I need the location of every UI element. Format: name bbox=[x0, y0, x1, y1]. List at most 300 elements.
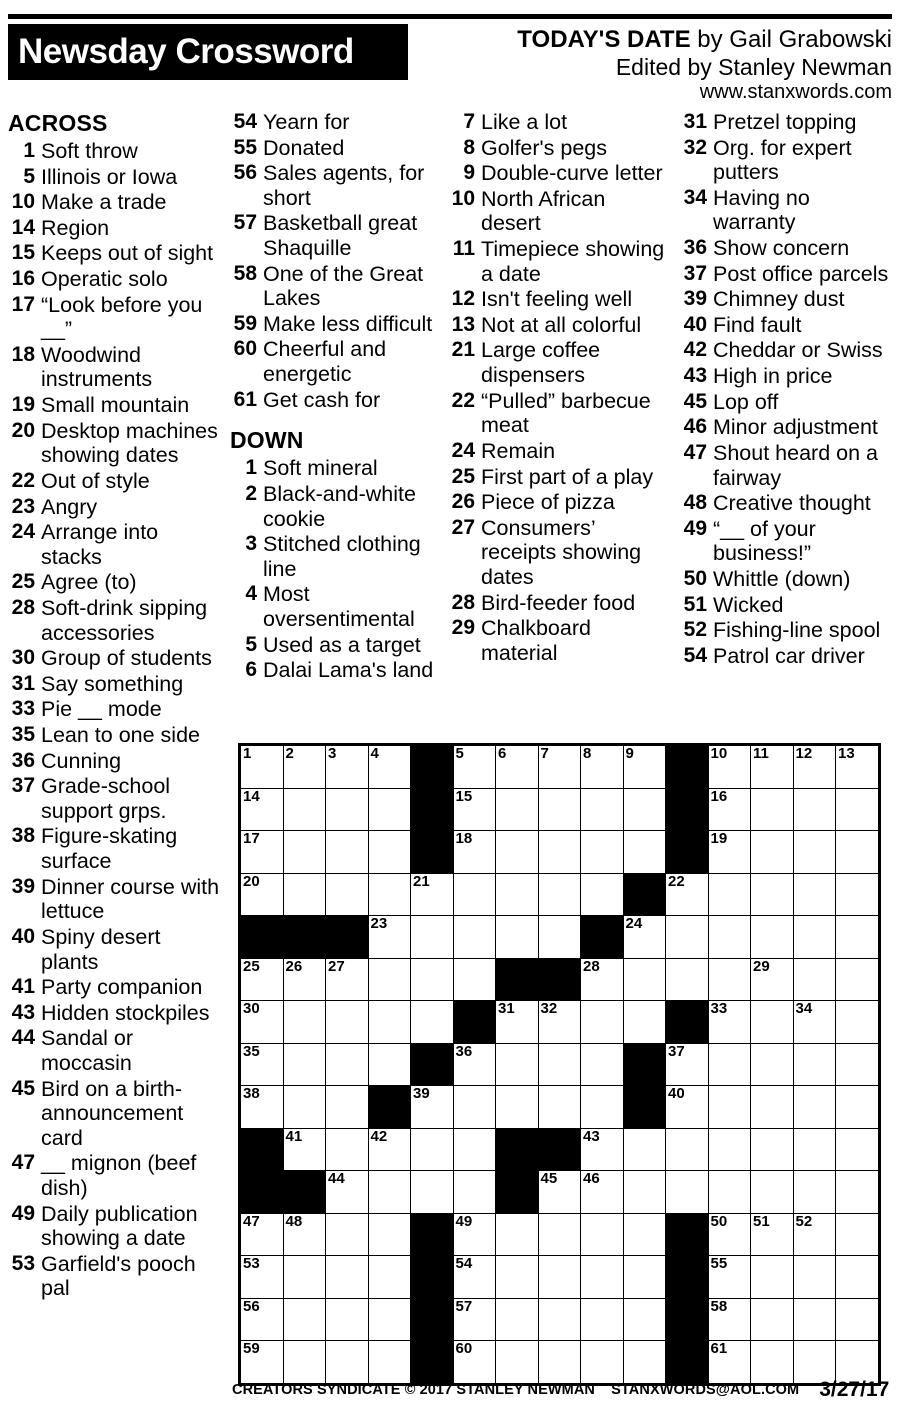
grid-cell[interactable] bbox=[751, 1043, 794, 1086]
grid-cell[interactable] bbox=[538, 873, 581, 916]
grid-cell[interactable] bbox=[453, 745, 496, 789]
clue-number: 27 bbox=[451, 515, 475, 539]
crossword-grid[interactable] bbox=[238, 743, 881, 1386]
grid-cell[interactable] bbox=[453, 788, 496, 831]
clue-item bbox=[8, 216, 223, 241]
clue-text: Wicked bbox=[713, 592, 784, 617]
grid-cell[interactable] bbox=[240, 1001, 284, 1044]
grid-cell[interactable] bbox=[453, 831, 496, 874]
grid-cell-number: 31 bbox=[498, 1000, 515, 1017]
grid-cell[interactable] bbox=[283, 788, 326, 831]
grid-cell[interactable] bbox=[240, 958, 284, 1001]
grid-cell[interactable] bbox=[793, 1171, 836, 1214]
grid-cell[interactable] bbox=[708, 1086, 751, 1129]
grid-cell[interactable] bbox=[326, 1001, 369, 1044]
grid-cell[interactable] bbox=[581, 1213, 624, 1256]
grid-cell[interactable] bbox=[283, 1086, 326, 1129]
grid-cell[interactable] bbox=[581, 831, 624, 874]
clue-item bbox=[680, 287, 894, 312]
grid-cell[interactable] bbox=[411, 916, 454, 959]
grid-cell[interactable] bbox=[283, 831, 326, 874]
clue-item bbox=[448, 161, 666, 186]
grid-block bbox=[240, 1128, 284, 1171]
clue-text: Desktop machines showing dates bbox=[41, 418, 218, 468]
grid-cell[interactable] bbox=[283, 1001, 326, 1044]
grid-cell-number: 5 bbox=[455, 745, 464, 762]
clue-number: 36 bbox=[683, 236, 707, 260]
grid-cell[interactable] bbox=[496, 873, 539, 916]
grid-cell[interactable] bbox=[453, 1128, 496, 1171]
grid-cell[interactable] bbox=[666, 873, 709, 916]
grid-cell[interactable] bbox=[793, 1043, 836, 1086]
grid-cell[interactable] bbox=[751, 1256, 794, 1299]
grid-cell[interactable] bbox=[453, 1213, 496, 1256]
clue-item bbox=[680, 262, 894, 287]
grid-cell-number: 58 bbox=[710, 1297, 728, 1315]
grid-cell[interactable] bbox=[708, 1256, 751, 1299]
grid-cell[interactable] bbox=[623, 916, 666, 959]
grid-cell[interactable] bbox=[283, 1256, 326, 1299]
grid-cell[interactable] bbox=[751, 745, 794, 789]
clue-text: Hidden stockpiles bbox=[41, 1000, 210, 1025]
grid-cell[interactable] bbox=[793, 1213, 836, 1256]
clue-text: Isn't feeling well bbox=[481, 287, 633, 312]
grid-cell[interactable] bbox=[708, 1213, 751, 1256]
grid-cell[interactable] bbox=[708, 1171, 751, 1214]
clue-item bbox=[8, 774, 223, 823]
grid-cell-number: 38 bbox=[243, 1085, 260, 1102]
grid-cell[interactable] bbox=[623, 1256, 666, 1299]
clue-number: 50 bbox=[683, 566, 707, 590]
puzzle-title-line bbox=[420, 26, 892, 54]
grid-cell[interactable] bbox=[411, 958, 454, 1001]
grid-cell[interactable] bbox=[283, 1298, 326, 1341]
clue-number: 28 bbox=[11, 595, 35, 619]
grid-cell[interactable] bbox=[836, 831, 880, 874]
grid-cell-number: 50 bbox=[710, 1212, 728, 1230]
grid-cell[interactable] bbox=[326, 788, 369, 831]
grid-cell[interactable] bbox=[411, 1128, 454, 1171]
grid-cell[interactable] bbox=[751, 1213, 794, 1256]
grid-block bbox=[623, 873, 666, 916]
clue-text: Chimney dust bbox=[713, 287, 845, 312]
grid-cell[interactable] bbox=[240, 1043, 284, 1086]
clue-number: 5 bbox=[245, 632, 257, 656]
grid-cell[interactable] bbox=[283, 873, 326, 916]
grid-cell[interactable] bbox=[453, 1256, 496, 1299]
grid-cell[interactable] bbox=[368, 1171, 411, 1214]
grid-cell[interactable] bbox=[581, 1043, 624, 1086]
grid-cell[interactable] bbox=[283, 958, 326, 1001]
grid-cell[interactable] bbox=[496, 1001, 539, 1044]
grid-cell-number: 47 bbox=[243, 1212, 260, 1230]
grid-cell-number: 7 bbox=[540, 745, 549, 762]
grid-cell[interactable] bbox=[623, 1128, 666, 1171]
grid-cell[interactable] bbox=[326, 1128, 369, 1171]
grid-cell[interactable] bbox=[240, 873, 284, 916]
clue-item bbox=[8, 495, 223, 520]
clue-item bbox=[448, 338, 666, 387]
clue-number: 41 bbox=[11, 975, 35, 999]
grid-cell[interactable] bbox=[708, 745, 751, 789]
grid-cell[interactable] bbox=[666, 916, 709, 959]
grid-cell[interactable] bbox=[326, 958, 369, 1001]
grid-cell[interactable] bbox=[836, 958, 880, 1001]
grid-cell[interactable] bbox=[708, 1298, 751, 1341]
grid-cell-number: 32 bbox=[540, 1000, 558, 1017]
grid-cell[interactable] bbox=[836, 873, 880, 916]
grid-cell[interactable] bbox=[793, 873, 836, 916]
grid-cell[interactable] bbox=[368, 873, 411, 916]
grid-cell[interactable] bbox=[368, 788, 411, 831]
clue-number: 26 bbox=[451, 490, 475, 514]
clue-text: Chalkboard material bbox=[481, 616, 591, 665]
clue-number: 14 bbox=[11, 215, 35, 239]
puzzle-title: TODAY'S DATE bbox=[517, 26, 691, 53]
grid-cell[interactable] bbox=[326, 831, 369, 874]
grid-cell[interactable] bbox=[283, 1043, 326, 1086]
clue-text: Find fault bbox=[713, 312, 802, 337]
grid-cell[interactable] bbox=[708, 958, 751, 1001]
grid-cell-number: 51 bbox=[753, 1212, 770, 1230]
clue-text: Whittle (down) bbox=[713, 566, 851, 591]
clue-item bbox=[8, 749, 223, 774]
clue-number: 25 bbox=[11, 570, 35, 594]
clue-text: __ mignon (beef dish) bbox=[41, 1151, 197, 1200]
grid-cell[interactable] bbox=[368, 1298, 411, 1341]
grid-cell[interactable] bbox=[538, 916, 581, 959]
grid-cell[interactable] bbox=[751, 1171, 794, 1214]
grid-cell[interactable] bbox=[793, 745, 836, 789]
grid-cell[interactable] bbox=[411, 1171, 454, 1214]
clue-number: 58 bbox=[233, 261, 257, 285]
grid-cell[interactable] bbox=[453, 916, 496, 959]
grid-cell[interactable] bbox=[581, 1256, 624, 1299]
clue-number: 43 bbox=[11, 1000, 35, 1024]
grid-cell[interactable] bbox=[751, 831, 794, 874]
grid-cell-number: 39 bbox=[413, 1085, 430, 1102]
grid-cell-number: 22 bbox=[668, 872, 685, 890]
grid-cell[interactable] bbox=[751, 1086, 794, 1129]
clue-item bbox=[230, 532, 435, 581]
clue-number: 53 bbox=[11, 1251, 35, 1275]
grid-cell[interactable] bbox=[581, 1171, 624, 1214]
clue-text: Say something bbox=[41, 671, 184, 696]
grid-row bbox=[240, 1001, 880, 1044]
grid-cell[interactable] bbox=[751, 1128, 794, 1171]
grid-cell-number: 37 bbox=[668, 1042, 685, 1060]
grid-cell[interactable] bbox=[368, 1128, 411, 1171]
grid-cell-number: 44 bbox=[328, 1170, 345, 1187]
grid-cell[interactable] bbox=[240, 1213, 284, 1256]
grid-cell[interactable] bbox=[326, 1043, 369, 1086]
grid-cell[interactable] bbox=[240, 1298, 284, 1341]
clue-item bbox=[8, 1202, 223, 1251]
grid-cell[interactable] bbox=[836, 745, 880, 789]
grid-cell[interactable] bbox=[708, 831, 751, 874]
grid-cell[interactable] bbox=[581, 1001, 624, 1044]
grid-cell[interactable] bbox=[538, 1086, 581, 1129]
grid-cell[interactable] bbox=[623, 788, 666, 831]
grid-cell[interactable] bbox=[623, 1298, 666, 1341]
grid-cell[interactable] bbox=[751, 1001, 794, 1044]
clue-text: Piece of pizza bbox=[481, 490, 615, 515]
clue-text: Arrange into stacks bbox=[41, 520, 159, 569]
clue-text: Sandal or moccasin bbox=[41, 1026, 134, 1075]
clue-number: 4 bbox=[245, 582, 257, 606]
grid-cell[interactable] bbox=[411, 873, 454, 916]
clue-text: Not at all colorful bbox=[481, 312, 642, 337]
grid-cell[interactable] bbox=[538, 788, 581, 831]
grid-cell[interactable] bbox=[496, 1086, 539, 1129]
grid-cell[interactable] bbox=[793, 1256, 836, 1299]
grid-cell[interactable] bbox=[581, 873, 624, 916]
grid-cell[interactable] bbox=[666, 1043, 709, 1086]
grid-cell[interactable] bbox=[368, 916, 411, 959]
grid-cell[interactable] bbox=[496, 788, 539, 831]
grid-cell[interactable] bbox=[836, 1001, 880, 1044]
grid-row bbox=[240, 1086, 880, 1129]
grid-block bbox=[411, 1213, 454, 1256]
clue-number: 6 bbox=[245, 658, 257, 682]
grid-cell[interactable] bbox=[368, 1256, 411, 1299]
grid-block bbox=[666, 1213, 709, 1256]
grid-cell[interactable] bbox=[453, 1086, 496, 1129]
grid-cell[interactable] bbox=[283, 745, 326, 789]
grid-cell[interactable] bbox=[581, 958, 624, 1001]
grid-cell[interactable] bbox=[453, 873, 496, 916]
grid-cell[interactable] bbox=[793, 1001, 836, 1044]
grid-cell[interactable] bbox=[453, 1298, 496, 1341]
grid-block bbox=[368, 1086, 411, 1129]
grid-cell[interactable] bbox=[453, 1043, 496, 1086]
clue-item bbox=[448, 287, 666, 312]
grid-cell[interactable] bbox=[453, 1171, 496, 1214]
grid-cell[interactable] bbox=[368, 1001, 411, 1044]
grid-cell[interactable] bbox=[836, 1256, 880, 1299]
grid-cell[interactable] bbox=[666, 1086, 709, 1129]
clue-text: Figure-skating surface bbox=[41, 824, 178, 874]
grid-cell[interactable] bbox=[368, 745, 411, 789]
clue-number: 37 bbox=[683, 261, 707, 285]
grid-cell[interactable] bbox=[836, 1086, 880, 1129]
grid-cell[interactable] bbox=[836, 788, 880, 831]
grid-cell[interactable] bbox=[751, 1298, 794, 1341]
grid-cell-number: 18 bbox=[455, 830, 473, 847]
clue-item bbox=[680, 110, 894, 135]
clue-text: Basketball great Shaquille bbox=[263, 211, 418, 261]
grid-cell[interactable] bbox=[496, 1256, 539, 1299]
grid-cell[interactable] bbox=[581, 745, 624, 789]
clue-item bbox=[8, 293, 223, 342]
grid-cell[interactable] bbox=[496, 831, 539, 874]
grid-cell[interactable] bbox=[793, 916, 836, 959]
grid-cell[interactable] bbox=[581, 1298, 624, 1341]
clue-item bbox=[8, 570, 223, 595]
clue-text: Creative thought bbox=[713, 491, 871, 516]
grid-cell[interactable] bbox=[836, 1213, 880, 1256]
grid-block bbox=[283, 916, 326, 959]
grid-cell[interactable] bbox=[836, 1128, 880, 1171]
clue-text: Cunning bbox=[41, 748, 122, 773]
grid-cell[interactable] bbox=[453, 958, 496, 1001]
clue-number: 12 bbox=[451, 287, 475, 311]
grid-block bbox=[411, 1256, 454, 1299]
grid-cell[interactable] bbox=[326, 873, 369, 916]
grid-cell[interactable] bbox=[793, 1298, 836, 1341]
grid-cell[interactable] bbox=[751, 916, 794, 959]
clue-text: Like a lot bbox=[481, 110, 568, 134]
grid-cell[interactable] bbox=[708, 1001, 751, 1044]
grid-cell-number: 24 bbox=[625, 915, 643, 932]
grid-cell[interactable] bbox=[538, 1298, 581, 1341]
clue-text: Timepiece showing a date bbox=[481, 237, 665, 286]
grid-cell[interactable] bbox=[623, 958, 666, 1001]
grid-cell[interactable] bbox=[411, 1001, 454, 1044]
grid-cell[interactable] bbox=[326, 1298, 369, 1341]
grid-cell[interactable] bbox=[538, 1043, 581, 1086]
clue-item bbox=[448, 465, 666, 490]
clue-item bbox=[8, 1001, 223, 1026]
grid-cell[interactable] bbox=[836, 916, 880, 959]
grid-cell[interactable] bbox=[623, 1171, 666, 1214]
grid-cell[interactable] bbox=[240, 1256, 284, 1299]
grid-cell[interactable] bbox=[836, 1298, 880, 1341]
grid-cell[interactable] bbox=[581, 788, 624, 831]
clue-item bbox=[8, 646, 223, 671]
grid-cell[interactable] bbox=[623, 831, 666, 874]
grid-cell[interactable] bbox=[581, 1128, 624, 1171]
footer-date: 3/27/17 bbox=[819, 1378, 890, 1401]
grid-cell[interactable] bbox=[368, 958, 411, 1001]
grid-cell[interactable] bbox=[240, 788, 284, 831]
grid-cell[interactable] bbox=[538, 1213, 581, 1256]
grid-cell[interactable] bbox=[708, 788, 751, 831]
grid-block bbox=[496, 958, 539, 1001]
grid-cell[interactable] bbox=[326, 1213, 369, 1256]
clue-text: Party companion bbox=[41, 975, 203, 1000]
clue-item bbox=[680, 338, 894, 363]
grid-block bbox=[581, 916, 624, 959]
grid-cell[interactable] bbox=[496, 1043, 539, 1086]
grid-cell[interactable] bbox=[538, 745, 581, 789]
grid-cell[interactable] bbox=[240, 1086, 284, 1129]
grid-row bbox=[240, 1256, 880, 1299]
clue-item bbox=[448, 389, 666, 438]
grid-cell-number: 52 bbox=[795, 1212, 813, 1230]
grid-cell[interactable] bbox=[751, 873, 794, 916]
grid-cell[interactable] bbox=[240, 745, 284, 789]
grid-row bbox=[240, 873, 880, 916]
clue-item bbox=[680, 567, 894, 592]
grid-cell[interactable] bbox=[496, 1298, 539, 1341]
clue-item bbox=[8, 267, 223, 292]
grid-block bbox=[240, 1171, 284, 1214]
footer-credit bbox=[232, 1382, 799, 1398]
grid-cell[interactable] bbox=[326, 1171, 369, 1214]
clue-text: Lop off bbox=[713, 389, 779, 414]
clue-item bbox=[8, 241, 223, 266]
grid-cell[interactable] bbox=[538, 1001, 581, 1044]
grid-block bbox=[496, 1171, 539, 1214]
grid-cell[interactable] bbox=[283, 1213, 326, 1256]
grid-cell[interactable] bbox=[411, 1086, 454, 1129]
clue-number: 10 bbox=[11, 190, 35, 214]
grid-cell[interactable] bbox=[496, 916, 539, 959]
grid-cell[interactable] bbox=[666, 1171, 709, 1214]
grid-cell[interactable] bbox=[368, 1213, 411, 1256]
grid-cell[interactable] bbox=[793, 831, 836, 874]
clue-number: 44 bbox=[11, 1026, 35, 1050]
grid-cell[interactable] bbox=[326, 1256, 369, 1299]
grid-cell[interactable] bbox=[708, 1043, 751, 1086]
clue-number: 45 bbox=[11, 1076, 35, 1100]
grid-cell[interactable] bbox=[793, 958, 836, 1001]
grid-cell[interactable] bbox=[326, 1086, 369, 1129]
clue-number: 2 bbox=[245, 481, 257, 505]
grid-cell[interactable] bbox=[538, 831, 581, 874]
grid-cell[interactable] bbox=[496, 745, 539, 789]
clue-number: 31 bbox=[683, 110, 707, 133]
clue-item bbox=[8, 875, 223, 924]
clue-text: Get cash for bbox=[263, 387, 381, 412]
clue-text: Remain bbox=[481, 438, 556, 463]
grid-cell-number: 16 bbox=[710, 787, 728, 805]
clue-number: 30 bbox=[11, 646, 35, 670]
clue-text: Used as a target bbox=[263, 632, 421, 657]
clue-item bbox=[680, 186, 894, 235]
grid-cell[interactable] bbox=[793, 788, 836, 831]
clue-item bbox=[8, 1077, 223, 1151]
grid-cell[interactable] bbox=[666, 958, 709, 1001]
grid-cell[interactable] bbox=[581, 1086, 624, 1129]
grid-cell[interactable] bbox=[793, 1086, 836, 1129]
clue-text: Make a trade bbox=[41, 190, 167, 215]
grid-cell[interactable] bbox=[708, 1128, 751, 1171]
grid-cell[interactable] bbox=[793, 1128, 836, 1171]
grid-cell[interactable] bbox=[368, 1043, 411, 1086]
grid-block bbox=[283, 1171, 326, 1214]
clue-text: Garfield's pooch pal bbox=[41, 1251, 196, 1301]
clue-number: 40 bbox=[683, 312, 707, 336]
grid-cell[interactable] bbox=[751, 958, 794, 1001]
grid-cell[interactable] bbox=[496, 1213, 539, 1256]
grid-cell[interactable] bbox=[368, 831, 411, 874]
clue-item bbox=[8, 469, 223, 494]
grid-cell[interactable] bbox=[538, 1171, 581, 1214]
grid-cell[interactable] bbox=[708, 916, 751, 959]
grid-cell[interactable] bbox=[326, 745, 369, 789]
grid-cell-number: 9 bbox=[625, 745, 634, 762]
grid-cell[interactable] bbox=[240, 831, 284, 874]
grid-cell-number: 28 bbox=[583, 957, 600, 975]
grid-cell[interactable] bbox=[666, 1128, 709, 1171]
clue-number: 42 bbox=[683, 338, 707, 362]
grid-cell[interactable] bbox=[623, 745, 666, 789]
grid-cell[interactable] bbox=[836, 1171, 880, 1214]
clue-item bbox=[230, 482, 435, 531]
grid-cell[interactable] bbox=[623, 1001, 666, 1044]
clue-item bbox=[680, 644, 894, 669]
clue-number: 18 bbox=[11, 342, 35, 366]
grid-cell[interactable] bbox=[538, 1256, 581, 1299]
grid-cell-number: 43 bbox=[583, 1127, 600, 1145]
grid-cell[interactable] bbox=[836, 1043, 880, 1086]
grid-cell[interactable] bbox=[751, 788, 794, 831]
grid-cell[interactable] bbox=[623, 1213, 666, 1256]
grid-cell[interactable] bbox=[708, 873, 751, 916]
grid-cell[interactable] bbox=[283, 1128, 326, 1171]
